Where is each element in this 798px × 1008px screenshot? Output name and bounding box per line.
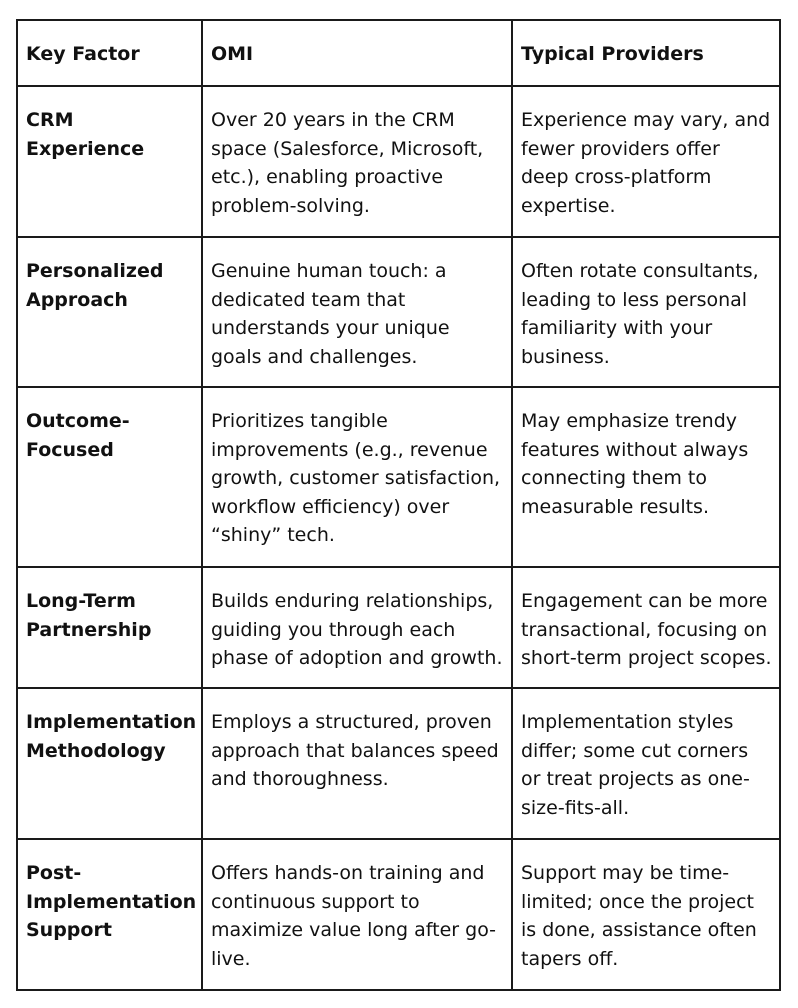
- key-factor-cell: CRM Experience: [17, 86, 202, 237]
- table-row: [17, 237, 780, 387]
- header-omi: OMI: [202, 20, 512, 86]
- omi-cell: Builds enduring relationships, guiding you through each phase of adoption and growth.: [202, 567, 512, 688]
- omi-cell: Over 20 years in the CRM space (Salesforce, Microsoft, etc.), enabling proactive problem-solving.: [202, 86, 512, 237]
- key-factor-cell: Post-Implementation Support: [17, 839, 202, 990]
- table-row: [17, 86, 780, 237]
- key-factor-cell: Long-Term Partnership: [17, 567, 202, 688]
- header-key-factor: Key Factor: [17, 20, 202, 86]
- key-factor-cell: Personalized Approach: [17, 237, 202, 387]
- key-factor-cell: Implementation Methodology: [17, 688, 202, 839]
- table-row: [17, 387, 780, 567]
- typical-providers-cell: Experience may vary, and fewer providers offer deep cross-platform expertise.: [512, 86, 780, 237]
- key-factor-cell: Outcome-Focused: [17, 387, 202, 567]
- omi-cell: Genuine human touch: a dedicated team that understands your unique goals and challenges.: [202, 237, 512, 387]
- typical-providers-cell: May emphasize trendy features without always connecting them to measurable results.: [512, 387, 780, 567]
- typical-providers-cell: Often rotate consultants, leading to less personal familiarity with your business.: [512, 237, 780, 387]
- table-header-row: [17, 20, 780, 86]
- omi-cell: Employs a structured, proven approach that balances speed and thoroughness.: [202, 688, 512, 839]
- header-typical-providers: Typical Providers: [512, 20, 780, 86]
- table-row: [17, 839, 780, 990]
- comparison-table: [16, 19, 781, 991]
- table-row: [17, 567, 780, 688]
- table-row: [17, 688, 780, 839]
- typical-providers-cell: Implementation styles differ; some cut corners or treat projects as one-size-fits-all.: [512, 688, 780, 839]
- omi-cell: Prioritizes tangible improvements (e.g., revenue growth, customer satisfaction, workflow efficiency) over “shiny” tech.: [202, 387, 512, 567]
- omi-cell: Offers hands-on training and continuous support to maximize value long after go-live.: [202, 839, 512, 990]
- typical-providers-cell: Support may be time-limited; once the project is done, assistance often tapers off.: [512, 839, 780, 990]
- typical-providers-cell: Engagement can be more transactional, focusing on short-term project scopes.: [512, 567, 780, 688]
